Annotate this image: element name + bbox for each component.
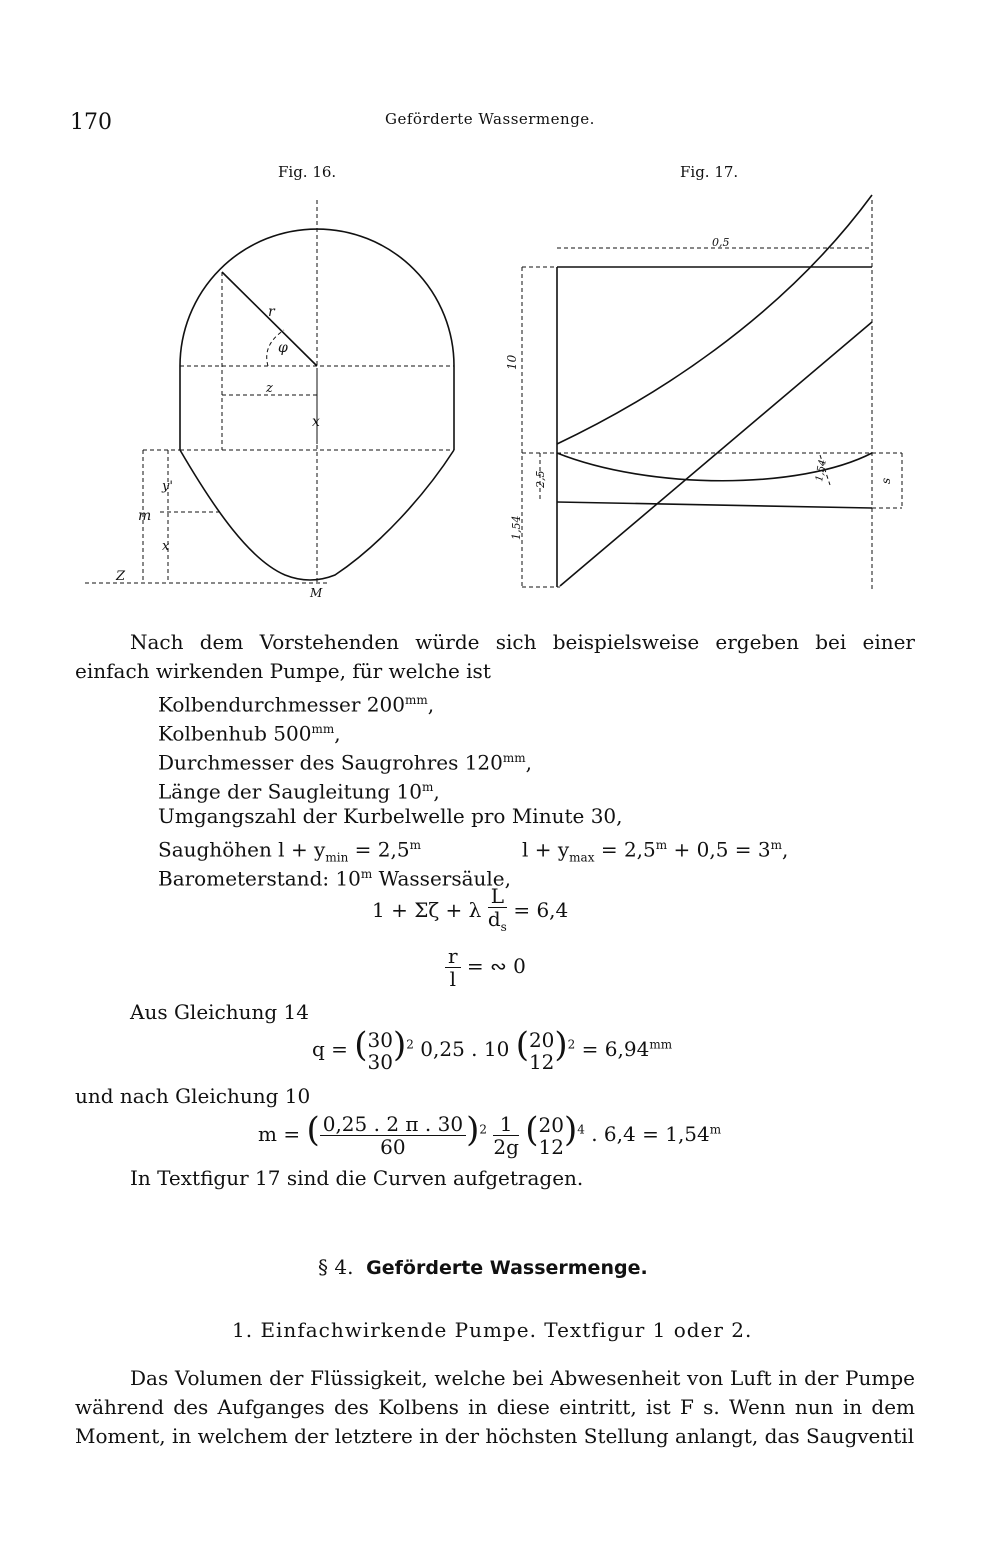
item-kolbenhub: Kolbenhub $500^{mm}$, — [158, 721, 341, 746]
fig16-label-y-prime: y' — [162, 479, 173, 494]
fig17-label-ten: 10 — [505, 354, 519, 370]
figure-16-caption: Fig. 16. — [278, 163, 337, 181]
text-textfigur: In Textfigur 17 sind die Curven aufgetragen. — [130, 1166, 584, 1190]
item-saugleitung: Länge der Saugleitung 10$^m$, — [158, 779, 440, 804]
item-saughoehen-min: Saughöhen $l + y_{min} = 2,5^m$ — [158, 837, 421, 865]
item-saughoehen-max: $l + y_{max} = 2,5^m + 0,5 = 3^m$, — [522, 837, 789, 865]
text-und-nach: und nach Gleichung 10 — [75, 1084, 311, 1108]
page-number: 170 — [70, 110, 112, 135]
fig17-label-a25: 2,5 — [534, 470, 547, 488]
fig16-label-phi: φ — [278, 340, 288, 356]
paragraph-volumen: Das Volumen der Flüssigkeit, welche bei Abwesenheit von Luft in der Pumpe während des Aufganges des Kolbens in diese eintritt, ist F s. Wenn nun in dem Moment, in welchem der letztere in der höchsten Stellung anlangt, das Saugventil — [75, 1366, 915, 1448]
paragraph-intro: Nach dem Vorstehenden würde sich beispielsweise ergeben bei einer einfach wirkenden Pumpe, für welche ist — [75, 630, 915, 683]
section-heading: § 4. Geförderte Wassermenge. — [318, 1255, 648, 1279]
fig17-label-top: 0,5 — [712, 236, 730, 249]
fig17-label-s: s — [879, 477, 893, 484]
item-kolbendurchmesser: Kolbendurchmesser $200^{mm}$, — [158, 692, 435, 717]
figure-16-diagram — [80, 190, 470, 600]
equation-3: q = ( 30 30 )$^2$ 0,25 . 10 ( 20 12 )$^2 = 6,94^{mm}$ — [312, 1025, 673, 1074]
fig16-label-M: M — [310, 586, 323, 600]
fig16-label-m: m — [138, 508, 152, 524]
fig16-label-z: z — [266, 381, 273, 396]
fig16-label-x-side: x — [162, 539, 170, 554]
fig16-label-Z: Z — [116, 569, 126, 584]
running-title: Geförderte Wassermenge. — [385, 110, 595, 128]
item-umgangszahl: Umgangszahl der Kurbelwelle pro Minute 30, — [158, 804, 623, 828]
figure-17-diagram — [505, 185, 910, 600]
fig16-label-r: r — [268, 304, 275, 320]
figure-17-caption: Fig. 17. — [680, 163, 739, 181]
equation-1: 1 + Σζ + λ $\frac{L}{d_s}$ = 6,4 — [372, 884, 569, 934]
fig16-label-x: x — [312, 414, 320, 430]
item-barometerstand: Barometerstand: 10$^m$ Wassersäule, — [158, 866, 511, 891]
fig17-label-b: 1,54 — [510, 515, 523, 540]
equation-2: $\frac{r}{l}$ = ∾ 0 — [445, 945, 526, 990]
equation-4: m = ( $\frac{0,25 . 2 \pi . 30}{60}$ )$^2$ $\frac{1}{2g}$ ( 20 12 )$^4$ . $6,4 = 1,54^m$ — [258, 1110, 722, 1159]
text-aus-gleichung: Aus Gleichung 14 — [130, 1000, 310, 1024]
item-saugrohr: Durchmesser des Saugrohres $120^{mm}$, — [158, 750, 533, 775]
subsection-heading: 1. Einfachwirkende Pumpe. Textfigur 1 oder 2. — [232, 1318, 753, 1342]
fig17-label-c: 1,54 — [814, 458, 829, 483]
